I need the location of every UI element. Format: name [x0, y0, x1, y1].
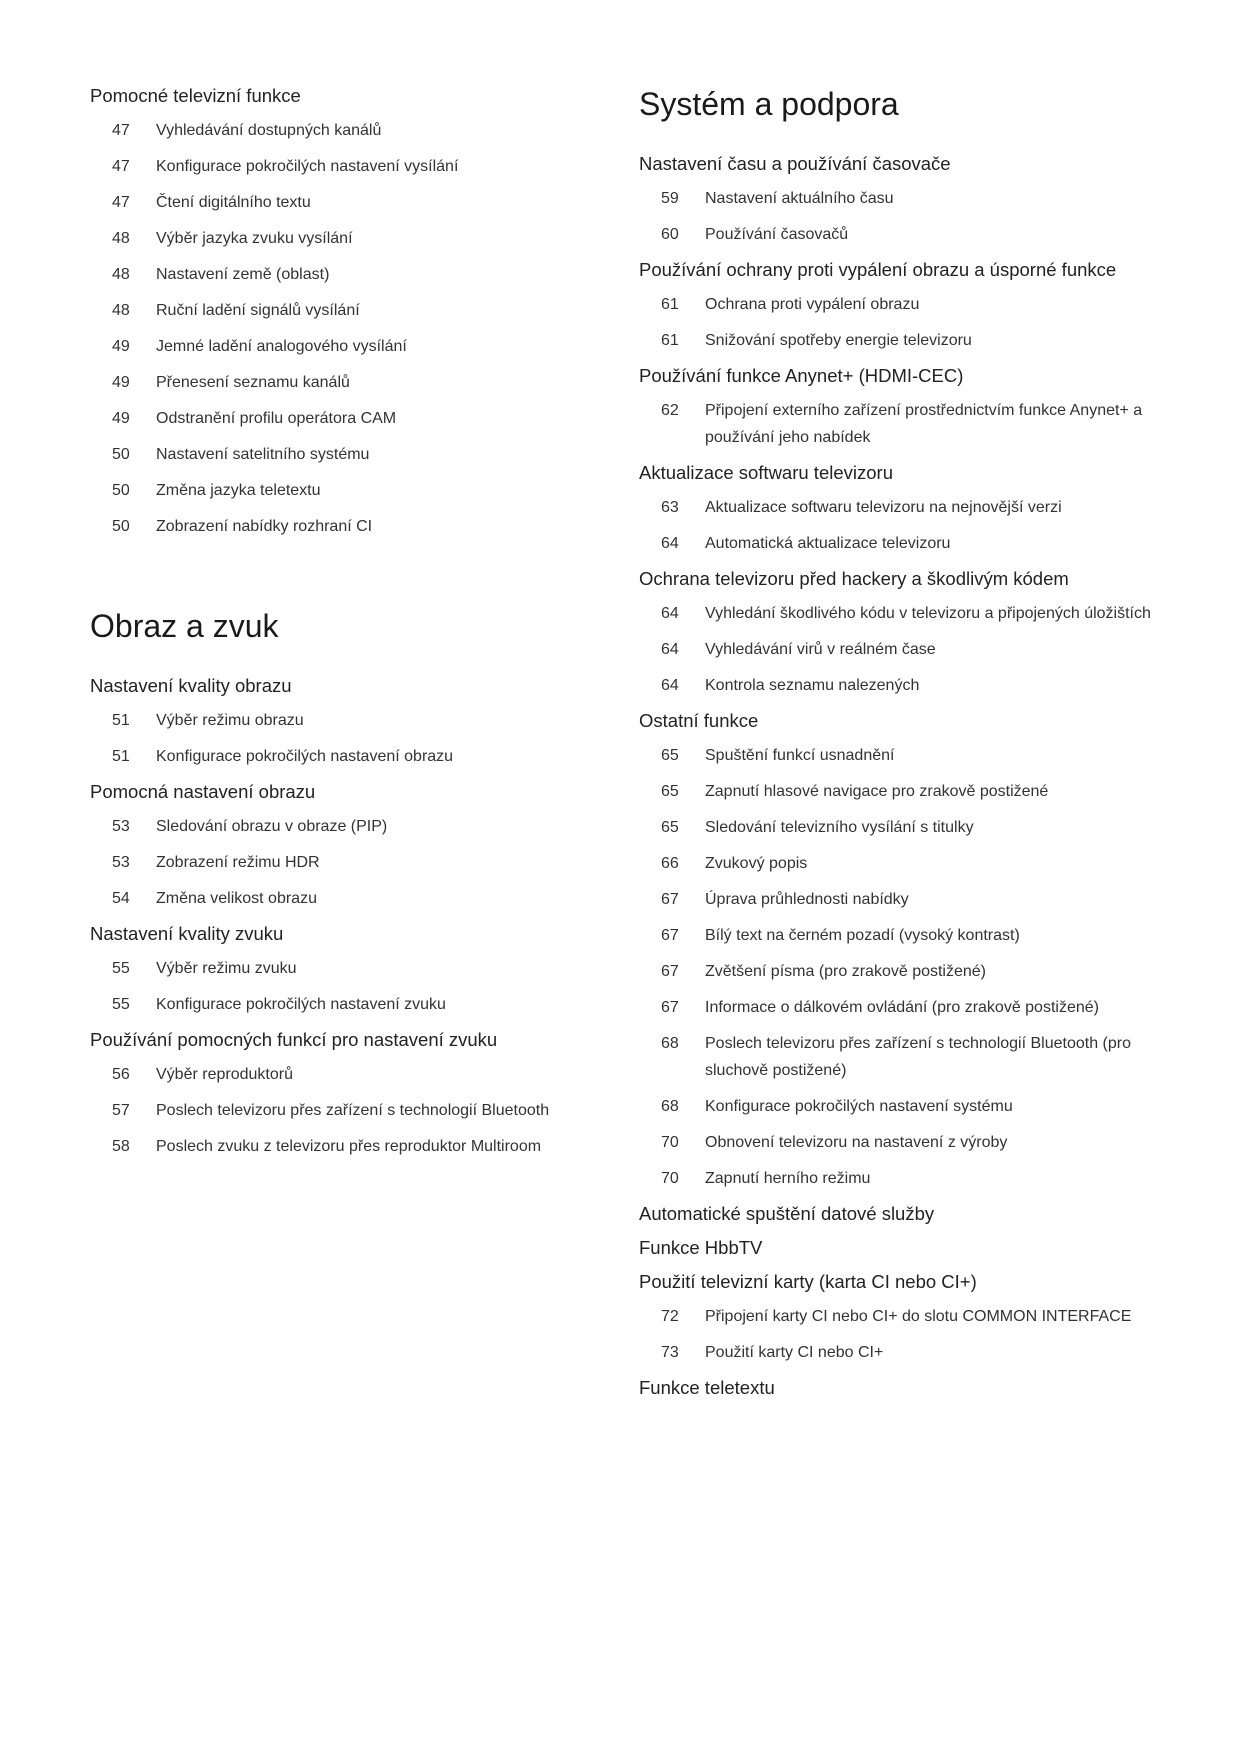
toc-entry[interactable] [90, 876, 590, 912]
toc-entry[interactable] [639, 949, 1159, 985]
toc-section [90, 1028, 590, 1160]
page-number: 70 [661, 1134, 679, 1151]
page-number: 48 [112, 266, 130, 283]
page-number: 59 [661, 190, 679, 207]
toc-entry[interactable] [90, 144, 590, 180]
toc-entry[interactable] [639, 521, 1159, 557]
entry-text: Sledování televizního vysílání s titulky [705, 819, 974, 836]
entry-list [639, 388, 1159, 451]
toc-entry[interactable] [639, 388, 1159, 451]
toc-entry[interactable] [639, 212, 1159, 248]
toc-section [639, 567, 1159, 699]
entry-text: Výběr režimu obrazu [156, 712, 304, 729]
toc-entry[interactable] [639, 1156, 1159, 1192]
section-title[interactable]: Používání funkce Anynet+ (HDMI-CEC) [639, 365, 964, 386]
entry-list [90, 698, 590, 770]
page-number: 50 [112, 482, 130, 499]
page-number: 58 [112, 1138, 130, 1155]
toc-entry[interactable] [639, 282, 1159, 318]
entry-list [639, 282, 1159, 354]
toc-entry[interactable] [639, 769, 1159, 805]
entry-text: Spuštění funkcí usnadnění [705, 747, 895, 764]
section-title[interactable]: Nastavení kvality zvuku [90, 923, 284, 944]
section-title[interactable]: Používání pomocných funkcí pro nastavení zvuku [90, 1029, 498, 1050]
entry-text: Přenesení seznamu kanálů [156, 374, 350, 391]
page-number: 51 [112, 748, 130, 765]
toc-entry[interactable] [90, 180, 590, 216]
toc-entry[interactable] [90, 1052, 590, 1088]
page-number: 62 [661, 402, 679, 419]
page-number: 64 [661, 641, 679, 658]
toc-entry[interactable] [90, 804, 590, 840]
entry-text: Připojení karty CI nebo CI+ do slotu COMMON INTERFACE [705, 1308, 1132, 1325]
entry-text: Poslech televizoru přes zařízení s technologií Bluetooth [156, 1102, 550, 1119]
entry-list [639, 485, 1159, 557]
entry-text: Snižování spotřeby energie televizoru [705, 332, 972, 349]
entry-text: Odstranění profilu operátora CAM [156, 410, 397, 427]
entry-text: Kontrola seznamu nalezených [705, 677, 920, 694]
toc-entry[interactable] [639, 485, 1159, 521]
toc-entry[interactable] [639, 318, 1159, 354]
toc-entry[interactable] [90, 982, 590, 1018]
page-number: 50 [112, 446, 130, 463]
section-title[interactable]: Funkce teletextu [639, 1377, 775, 1398]
page-number: 49 [112, 338, 130, 355]
toc-entry[interactable] [90, 840, 590, 876]
toc-entry[interactable] [639, 1330, 1159, 1366]
toc-section [90, 780, 590, 912]
entry-text: Informace o dálkovém ovládání (pro zrakově postižené) [705, 999, 1099, 1016]
page-number: 50 [112, 518, 130, 535]
page-number: 67 [661, 963, 679, 980]
toc-entry[interactable] [639, 913, 1159, 949]
toc-section [639, 258, 1159, 354]
page-number: 51 [112, 712, 130, 729]
entry-text: Vyhledávání virů v reálném čase [705, 641, 936, 658]
entry-text: Konfigurace pokročilých nastavení vysílání [156, 158, 459, 175]
toc-entry[interactable] [90, 468, 590, 504]
entry-text: Úprava průhlednosti nabídky [705, 891, 909, 908]
toc-entry[interactable] [90, 946, 590, 982]
toc-entry[interactable] [90, 432, 590, 468]
toc-section [639, 1202, 1159, 1226]
toc-entry[interactable] [639, 1294, 1159, 1330]
entry-text: Nastavení satelitního systému [156, 446, 370, 463]
entry-list [639, 1294, 1159, 1366]
page-number: 65 [661, 819, 679, 836]
page-number: 67 [661, 999, 679, 1016]
entry-text: Konfigurace pokročilých nastavení obrazu [156, 748, 454, 765]
entry-text: Výběr jazyka zvuku vysílání [156, 230, 353, 247]
right-column [639, 84, 1159, 1410]
section-title[interactable]: Pomocné televizní funkce [90, 85, 301, 106]
toc-entry[interactable] [639, 176, 1159, 212]
page-number: 55 [112, 960, 130, 977]
section-list [90, 674, 590, 1160]
toc-entry[interactable] [90, 504, 590, 540]
toc-entry[interactable] [90, 324, 590, 360]
page-number: 66 [661, 855, 679, 872]
entry-text: Vyhledání škodlivého kódu v televizoru a připojených úložištích [705, 605, 1151, 622]
section-title[interactable]: Automatické spuštění datové služby [639, 1203, 935, 1224]
left-column [90, 84, 590, 1168]
entry-text: Aktualizace softwaru televizoru na nejnovější verzi [705, 499, 1062, 516]
page-number: 49 [112, 410, 130, 427]
section-title[interactable]: Používání ochrany proti vypálení obrazu a úsporné funkce [639, 259, 1117, 280]
entry-text: Poslech televizoru přes zařízení s technologií Bluetooth (pro sluchově postižené) [705, 1035, 1132, 1079]
page-number: 73 [661, 1344, 679, 1361]
toc-section [639, 1270, 1159, 1366]
page-number: 48 [112, 230, 130, 247]
toc-entry[interactable] [90, 734, 590, 770]
toc-entry[interactable] [90, 216, 590, 252]
entry-text: Konfigurace pokročilých nastavení zvuku [156, 996, 446, 1013]
page-number: 57 [112, 1102, 130, 1119]
page-number: 67 [661, 891, 679, 908]
toc-entry[interactable] [639, 627, 1159, 663]
entry-text: Vyhledávání dostupných kanálů [156, 122, 382, 139]
toc-entry[interactable] [639, 1021, 1159, 1084]
toc-entry[interactable] [90, 396, 590, 432]
entry-text: Změna jazyka teletextu [156, 482, 321, 499]
toc-section [639, 461, 1159, 557]
entry-text: Obnovení televizoru na nastavení z výroby [705, 1134, 1008, 1151]
section-list [639, 152, 1159, 1400]
page-number: 49 [112, 374, 130, 391]
toc-entry[interactable] [639, 1120, 1159, 1156]
page-number: 64 [661, 605, 679, 622]
page-number: 55 [112, 996, 130, 1013]
entry-list [90, 804, 590, 912]
section-title[interactable]: Nastavení kvality obrazu [90, 675, 292, 696]
toc-entry[interactable] [90, 360, 590, 396]
page-number: 61 [661, 296, 679, 313]
toc-entry[interactable] [639, 1084, 1159, 1120]
page-number: 63 [661, 499, 679, 516]
toc-entry[interactable] [90, 698, 590, 734]
page-number: 56 [112, 1066, 130, 1083]
entry-text: Zapnutí hlasové navigace pro zrakově postižené [705, 783, 1049, 800]
toc-entry[interactable] [639, 985, 1159, 1021]
toc-section [639, 709, 1159, 1192]
toc-section [639, 152, 1159, 248]
chapter-title: Systém a podpora [639, 86, 899, 122]
entry-text: Čtení digitálního textu [156, 194, 311, 211]
section-title[interactable]: Aktualizace softwaru televizoru [639, 462, 893, 483]
entry-text: Jemné ladění analogového vysílání [156, 338, 407, 355]
section-title[interactable]: Ochrana televizoru před hackery a škodlivým kódem [639, 568, 1069, 589]
page-number: 68 [661, 1035, 679, 1052]
toc-section [90, 84, 590, 540]
toc-entry[interactable] [639, 591, 1159, 627]
entry-list [90, 1052, 590, 1160]
entry-text: Nastavení země (oblast) [156, 266, 330, 283]
page-number: 70 [661, 1170, 679, 1187]
entry-text: Konfigurace pokročilých nastavení systému [705, 1098, 1013, 1115]
toc-entry[interactable] [639, 805, 1159, 841]
entry-text: Připojení externího zařízení prostřednictvím funkce Anynet+ a používání jeho nabídek [705, 402, 1143, 446]
page-number: 61 [661, 332, 679, 349]
entry-text: Zapnutí herního režimu [705, 1170, 871, 1187]
toc-entry[interactable] [639, 841, 1159, 877]
entry-text: Zvětšení písma (pro zrakově postižené) [705, 963, 987, 980]
entry-list [639, 176, 1159, 248]
page-number: 47 [112, 122, 130, 139]
section-title[interactable]: Použití televizní karty (karta CI nebo CI+) [639, 1271, 977, 1292]
toc-section [639, 364, 1159, 451]
section-title[interactable]: Ostatní funkce [639, 710, 759, 731]
entry-text: Sledování obrazu v obraze (PIP) [156, 818, 388, 835]
entry-text: Nastavení aktuálního času [705, 190, 894, 207]
toc-entry[interactable] [90, 1088, 590, 1124]
entry-text: Poslech zvuku z televizoru přes reproduktor Multiroom [156, 1138, 542, 1155]
page-number: 54 [112, 890, 130, 907]
toc-section [90, 922, 590, 1018]
toc-section [90, 674, 590, 770]
toc-entry[interactable] [90, 252, 590, 288]
entry-text: Změna velikost obrazu [156, 890, 317, 907]
entry-text: Zvukový popis [705, 855, 808, 872]
entry-list [639, 733, 1159, 1192]
page-number: 53 [112, 818, 130, 835]
toc-entry[interactable] [639, 733, 1159, 769]
section-title[interactable]: Funkce HbbTV [639, 1237, 763, 1258]
chapter-title: Obraz a zvuk [90, 608, 279, 644]
section-title[interactable]: Pomocná nastavení obrazu [90, 781, 316, 802]
entry-text: Výběr režimu zvuku [156, 960, 297, 977]
entry-list [90, 946, 590, 1018]
entry-text: Bílý text na černém pozadí (vysoký kontrast) [705, 927, 1020, 944]
entry-text: Výběr reproduktorů [156, 1066, 293, 1083]
entry-list [639, 591, 1159, 699]
page-number: 60 [661, 226, 679, 243]
page-number: 64 [661, 535, 679, 552]
page-number: 68 [661, 1098, 679, 1115]
page-number: 64 [661, 677, 679, 694]
entry-text: Automatická aktualizace televizoru [705, 535, 951, 552]
entry-text: Ruční ladění signálů vysílání [156, 302, 360, 319]
toc-section [639, 1236, 1159, 1260]
entry-text: Zobrazení režimu HDR [156, 854, 320, 871]
toc-entry[interactable] [90, 288, 590, 324]
page-number: 67 [661, 927, 679, 944]
toc-entry[interactable] [90, 1124, 590, 1160]
page-number: 65 [661, 747, 679, 764]
entry-text: Používání časovačů [705, 226, 849, 243]
entry-text: Zobrazení nabídky rozhraní CI [156, 518, 373, 535]
toc-entry[interactable] [639, 877, 1159, 913]
toc-entry[interactable] [90, 108, 590, 144]
toc-section [639, 1376, 1159, 1400]
page-number: 47 [112, 194, 130, 211]
page-number: 72 [661, 1308, 679, 1325]
entry-list [90, 108, 590, 540]
page-number: 48 [112, 302, 130, 319]
toc-entry[interactable] [639, 663, 1159, 699]
page-number: 53 [112, 854, 130, 871]
page-number: 65 [661, 783, 679, 800]
section-title[interactable]: Nastavení času a používání časovače [639, 153, 951, 174]
page-number: 47 [112, 158, 130, 175]
entry-text: Ochrana proti vypálení obrazu [705, 296, 920, 313]
entry-text: Použití karty CI nebo CI+ [705, 1344, 884, 1361]
